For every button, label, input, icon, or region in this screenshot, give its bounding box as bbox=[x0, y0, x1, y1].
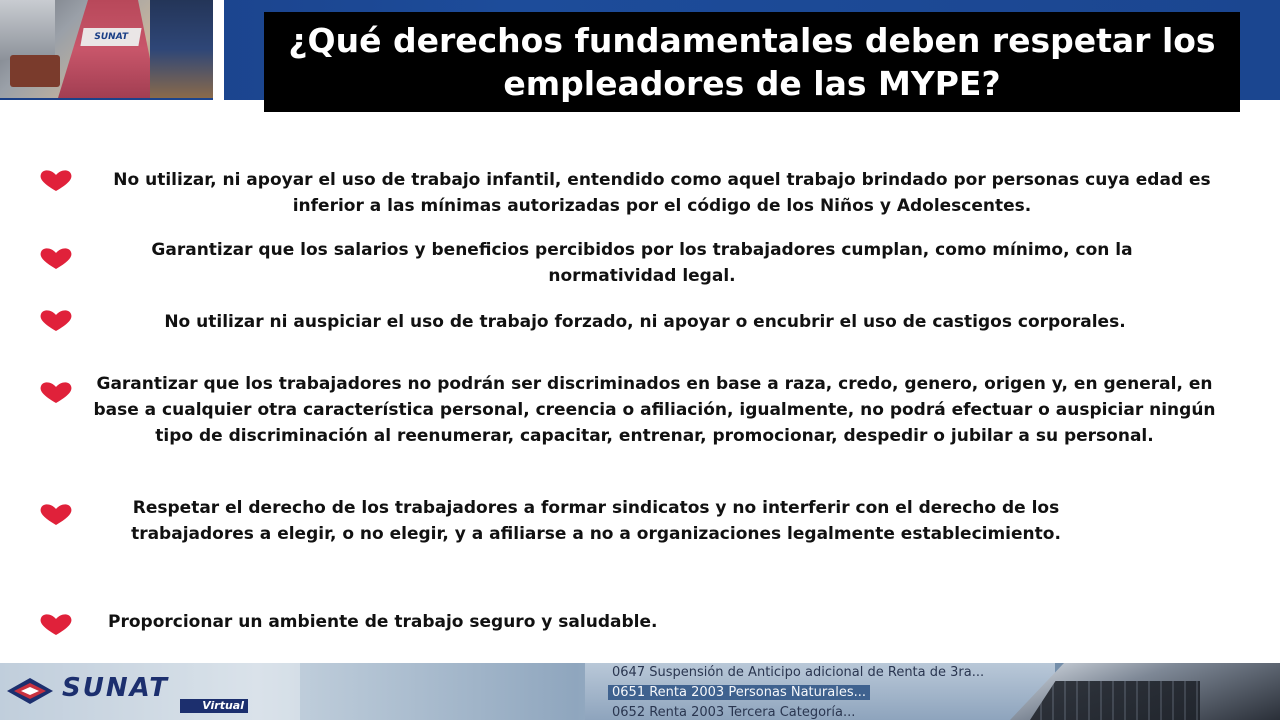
photo-truck bbox=[10, 55, 60, 87]
title-box bbox=[264, 12, 1240, 112]
sunat-logo: SUNAT bbox=[62, 673, 169, 703]
bullet-text: No utilizar ni auspiciar el uso de trabajo forzado, ni apoyar o encubrir el uso de castigos corporales. bbox=[164, 312, 1126, 332]
heart-icon bbox=[38, 308, 74, 332]
bullet-text: Garantizar que los trabajadores no podrán ser discriminados en base a raza, credo, genero, origen y, en general, en base a cualquier otra característica personal, creencia o afiliación, igualmente, no podrá efectuar o auspiciar ningún tipo de discriminación al reenumerar, capacitar, entrenar, promocionar, despedir o jubilar a su personal. bbox=[93, 374, 1216, 446]
bullet-text: No utilizar, ni apoyar el uso de trabajo infantil, entendido como aquel trabajo brindado por personas cuya edad es inferior a las mínimas autorizadas por el código de los Niños y Adolescentes. bbox=[113, 170, 1211, 216]
photo-sunat-logo: SUNAT bbox=[80, 28, 141, 46]
heart-icon bbox=[38, 502, 74, 526]
heart-icon bbox=[38, 246, 74, 270]
bullet-text: Proporcionar un ambiente de trabajo seguro y saludable. bbox=[108, 612, 658, 632]
heart-icon bbox=[38, 612, 74, 636]
page-title: ¿Qué derechos fundamentales deben respetar los empleadores de las MYPE? bbox=[288, 21, 1216, 103]
header-divider bbox=[213, 0, 224, 100]
photo-carpet bbox=[58, 0, 158, 98]
bullet-text: Respetar el derecho de los trabajadores a formar sindicatos y no interferir con el derecho de los trabajadores a elegir, o no elegir, y a afiliarse a no a organizaciones legalmente establecimiento. bbox=[131, 498, 1061, 544]
sunat-diamond-icon bbox=[6, 677, 54, 705]
footer-menu-line: 0652 Renta 2003 Tercera Categoría... bbox=[612, 705, 856, 720]
photo-person bbox=[150, 0, 213, 98]
photo-building bbox=[0, 0, 55, 60]
sunat-virtual-badge: Virtual bbox=[180, 699, 248, 713]
heart-icon bbox=[38, 168, 74, 192]
bullet-text: Garantizar que los salarios y beneficios percibidos por los trabajadores cumplan, como mínimo, con la normatividad legal. bbox=[151, 240, 1133, 286]
footer-menu-line: 0651 Renta 2003 Personas Naturales... bbox=[608, 685, 870, 700]
footer-band bbox=[0, 663, 1280, 720]
laptop-keyboard bbox=[1030, 681, 1200, 720]
heart-icon bbox=[38, 380, 74, 404]
footer-menu-line: 0647 Suspensión de Anticipo adicional de Renta de 3ra... bbox=[612, 665, 985, 680]
header-photo bbox=[0, 0, 213, 98]
